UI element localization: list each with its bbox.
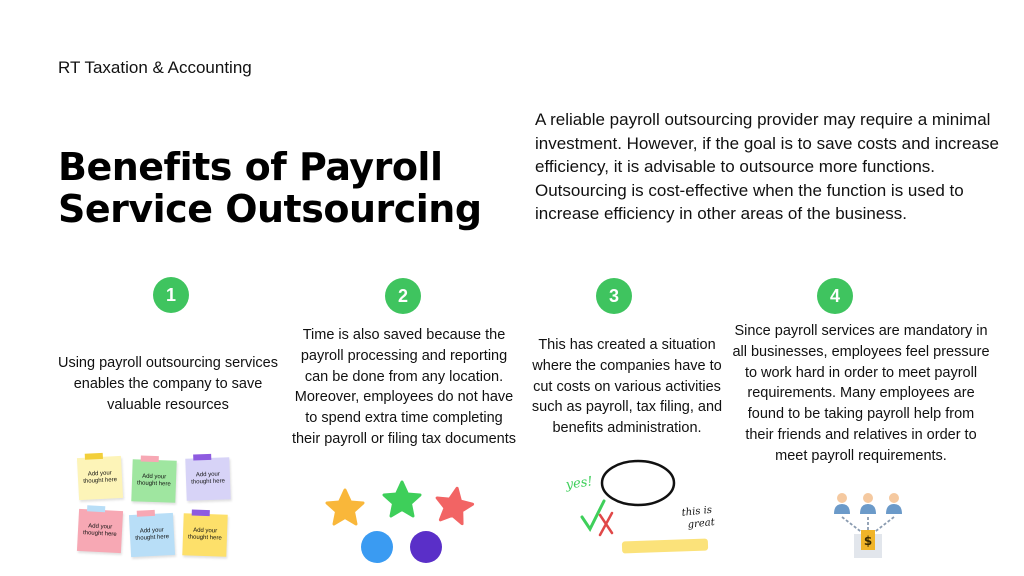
star-icon — [327, 490, 363, 524]
star-icon — [433, 485, 474, 525]
person-icon — [860, 493, 876, 514]
sticky-note — [77, 509, 123, 553]
sticky-note-label: Add your thought here — [135, 527, 170, 542]
step-1-badge: 1 — [153, 277, 189, 313]
person-icon — [886, 493, 902, 514]
person-icon — [834, 493, 850, 514]
money-box-icon — [854, 530, 882, 558]
circle-doodle-icon — [602, 461, 674, 505]
step-3-badge: 3 — [596, 278, 632, 314]
this-is-great-doodle-line2: great — [687, 516, 716, 531]
stars-illustration — [320, 478, 480, 570]
sticky-note — [185, 457, 230, 501]
step-2-badge: 2 — [385, 278, 421, 314]
star-icon — [384, 482, 420, 516]
intro-paragraph: A reliable payroll outsourcing provider may require a minimal investment. However, if the goal is to save costs and increase efficiency, it is advisable to outsource more functions. Outsourcing is cost-effective when the function is used to increase efficiency in other areas of the business. — [535, 110, 999, 223]
doodle-illustration — [560, 455, 730, 560]
sticky-note-label: Add your thought here — [83, 470, 118, 485]
step-2-text: Time is also saved because the payroll processing and reporting can be done from any location. Moreover, employees do not have to spend extra time completing their payroll or filing tax documents — [291, 327, 517, 447]
sticky-note-label: Add your thought here — [136, 473, 171, 488]
sticky-note — [131, 459, 176, 503]
yes-doodle: yes! — [564, 474, 594, 493]
sticky-note-label: Add your thought here — [191, 471, 226, 486]
page-title: Benefits of Payroll Service Outsourcing — [58, 145, 482, 231]
highlight-stroke — [622, 539, 708, 554]
cross-icon — [600, 513, 612, 535]
sticky-note — [182, 513, 227, 557]
step-4-badge: 4 — [817, 278, 853, 314]
step-1-text: Using payroll outsourcing services enables the company to save valuable resources — [57, 355, 278, 413]
step-3-text: This has created a situation where the companies have to cut costs on various activities such as payroll, tax filing, and benefits administration. — [531, 337, 723, 437]
this-is-great-doodle-line1: this is — [681, 504, 713, 519]
sticky-note-label: Add your thought here — [82, 523, 117, 538]
svg-text:$: $ — [863, 534, 873, 548]
step-4-text: Since payroll services are mandatory in all businesses, employees feel pressure to work hard in order to meet payroll requirements. Many employees are found to be taking payroll help from their friends and relatives in order to meet payroll requirements. — [732, 323, 990, 464]
brand-name: RT Taxation & Accounting — [58, 58, 252, 77]
blue-dot-icon — [361, 531, 393, 563]
purple-dot-icon — [410, 531, 442, 563]
sticky-note — [77, 456, 123, 500]
sticky-note-label: Add your thought here — [187, 527, 222, 542]
payroll-people-illustration — [828, 490, 908, 565]
sticky-note — [129, 513, 175, 557]
